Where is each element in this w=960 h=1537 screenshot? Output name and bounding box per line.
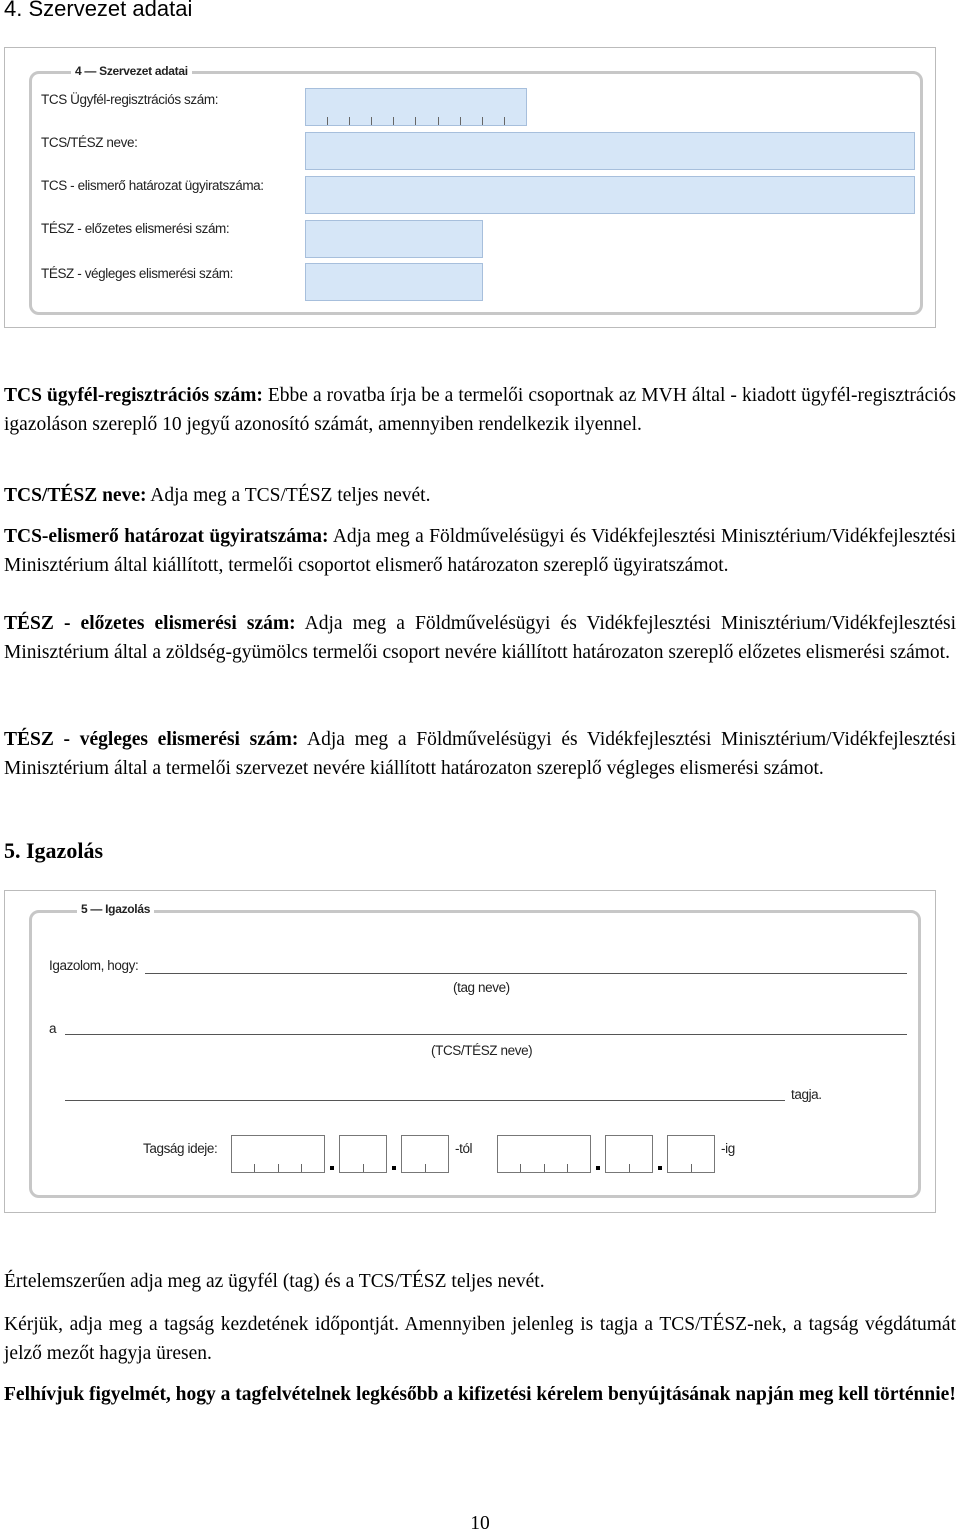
digit-ticks bbox=[340, 1164, 386, 1172]
certification-form-legend: 5 — Igazolás bbox=[77, 902, 154, 916]
term: TCS ügyfél-regisztrációs szám: bbox=[4, 385, 263, 406]
tesz-preliminary-number-field[interactable] bbox=[305, 220, 483, 258]
membership-line[interactable] bbox=[65, 1100, 785, 1101]
field-label-registration-number: TCS Ügyfél-regisztrációs szám: bbox=[41, 92, 219, 107]
term: TCS-elismerő határozat ügyiratszáma: bbox=[4, 526, 329, 547]
membership-period-label: Tagság ideje: bbox=[143, 1141, 218, 1156]
member-name-caption: (tag neve) bbox=[453, 980, 510, 995]
end-year-field[interactable] bbox=[497, 1135, 591, 1173]
organization-name-caption: (TCS/TÉSZ neve) bbox=[431, 1043, 533, 1058]
definition: Adja meg a Földművelésügyi és Vidékfejlesztési Minisztérium/Vidékfejlesztési Minisztérium által a zöldség-gyümölcs termelői csoport nevére kiállított határozaton szereplő előzetes elismerési számot. bbox=[4, 613, 956, 663]
field-label-tcs-resolution-number: TCS - elismerő határozat ügyiratszáma: bbox=[41, 178, 264, 193]
member-of-label: tagja. bbox=[791, 1087, 822, 1102]
description-tesz-preliminary-number bbox=[4, 609, 956, 667]
registration-number-field[interactable] bbox=[305, 88, 527, 126]
date-separator bbox=[596, 1166, 600, 1170]
from-suffix: -tól bbox=[455, 1141, 473, 1156]
description-tcs-resolution-number bbox=[4, 522, 956, 580]
description-organization-name bbox=[4, 481, 956, 510]
date-separator bbox=[658, 1166, 662, 1170]
field-label-tesz-preliminary-number: TÉSZ - előzetes elismerési szám: bbox=[41, 221, 230, 236]
term: TÉSZ - előzetes elismerési szám: bbox=[4, 613, 296, 634]
organization-name-field[interactable] bbox=[305, 132, 915, 170]
section-4-heading: 4. Szervezet adatai bbox=[4, 0, 193, 21]
description-tesz-final-number bbox=[4, 725, 956, 783]
digit-ticks bbox=[306, 117, 526, 125]
definition: Adja meg a Földművelésügyi és Vidékfejlesztési Minisztérium/Vidékfejlesztési Minisztérium által kiállított, termelői csoportot elismerő határozaton szereplő ügyiratszámot. bbox=[4, 526, 956, 576]
digit-ticks bbox=[606, 1164, 652, 1172]
note-full-names: Értelemszerűen adja meg az ügyfél (tag) és a TCS/TÉSZ teljes nevét. bbox=[4, 1271, 545, 1292]
field-label-organization-name: TCS/TÉSZ neve: bbox=[41, 135, 138, 150]
certification-form-panel bbox=[4, 890, 936, 1213]
digit-ticks bbox=[498, 1164, 590, 1172]
field-label-tesz-final-number: TÉSZ - végleges elismerési szám: bbox=[41, 266, 234, 281]
start-month-field[interactable] bbox=[339, 1135, 387, 1173]
definition: Ebbe a rovatba írja be a termelői csoportnak az MVH által - kiadott ügyfél-regisztrációs igazoláson szereplő 10 jegyű azonosító számát, amennyiben rendelkezik ilyennel. bbox=[4, 385, 956, 435]
organization-name-line[interactable] bbox=[65, 1034, 907, 1035]
organization-form-panel bbox=[4, 47, 936, 328]
page-number: 10 bbox=[470, 1513, 490, 1534]
term: TÉSZ - végleges elismerési szám: bbox=[4, 729, 299, 750]
digit-ticks bbox=[668, 1164, 714, 1172]
term: TCS/TÉSZ neve: bbox=[4, 485, 147, 506]
definition: Adja meg a TCS/TÉSZ teljes nevét. bbox=[146, 485, 431, 506]
tcs-resolution-number-field[interactable] bbox=[305, 176, 915, 214]
tesz-final-number-field[interactable] bbox=[305, 263, 483, 301]
until-suffix: -ig bbox=[721, 1141, 735, 1156]
note-membership-dates: Kérjük, adja meg a tagság kezdetének időpontját. Amennyiben jelenleg is tagja a TCS/TÉSZ-nek, a tagság végdátumát jelző mezőt hagyja üresen. bbox=[4, 1314, 956, 1364]
start-day-field[interactable] bbox=[401, 1135, 449, 1173]
a-label: a bbox=[49, 1021, 57, 1036]
section-5-heading: 5. Igazolás bbox=[4, 838, 103, 863]
definition: Adja meg a Földművelésügyi és Vidékfejlesztési Minisztérium/Vidékfejlesztési Minisztérium által a termelői szervezet nevére kiállított határozaton szereplő végleges elismerési számot. bbox=[4, 729, 956, 779]
member-name-line[interactable] bbox=[145, 973, 907, 974]
start-year-field[interactable] bbox=[231, 1135, 325, 1173]
organization-form-legend: 4 — Szervezet adatai bbox=[71, 64, 192, 78]
end-day-field[interactable] bbox=[667, 1135, 715, 1173]
end-month-field[interactable] bbox=[605, 1135, 653, 1173]
digit-ticks bbox=[402, 1164, 448, 1172]
certify-label: Igazolom, hogy: bbox=[49, 958, 139, 973]
warning-text: Felhívjuk figyelmét, hogy a tagfelvételnek legkésőbb a kifizetési kérelem benyújtásának napján meg kell történnie! bbox=[4, 1384, 956, 1405]
warning-membership-deadline bbox=[4, 1380, 956, 1409]
date-separator bbox=[330, 1166, 334, 1170]
date-separator bbox=[392, 1166, 396, 1170]
description-registration-number bbox=[4, 381, 956, 439]
digit-ticks bbox=[232, 1164, 324, 1172]
